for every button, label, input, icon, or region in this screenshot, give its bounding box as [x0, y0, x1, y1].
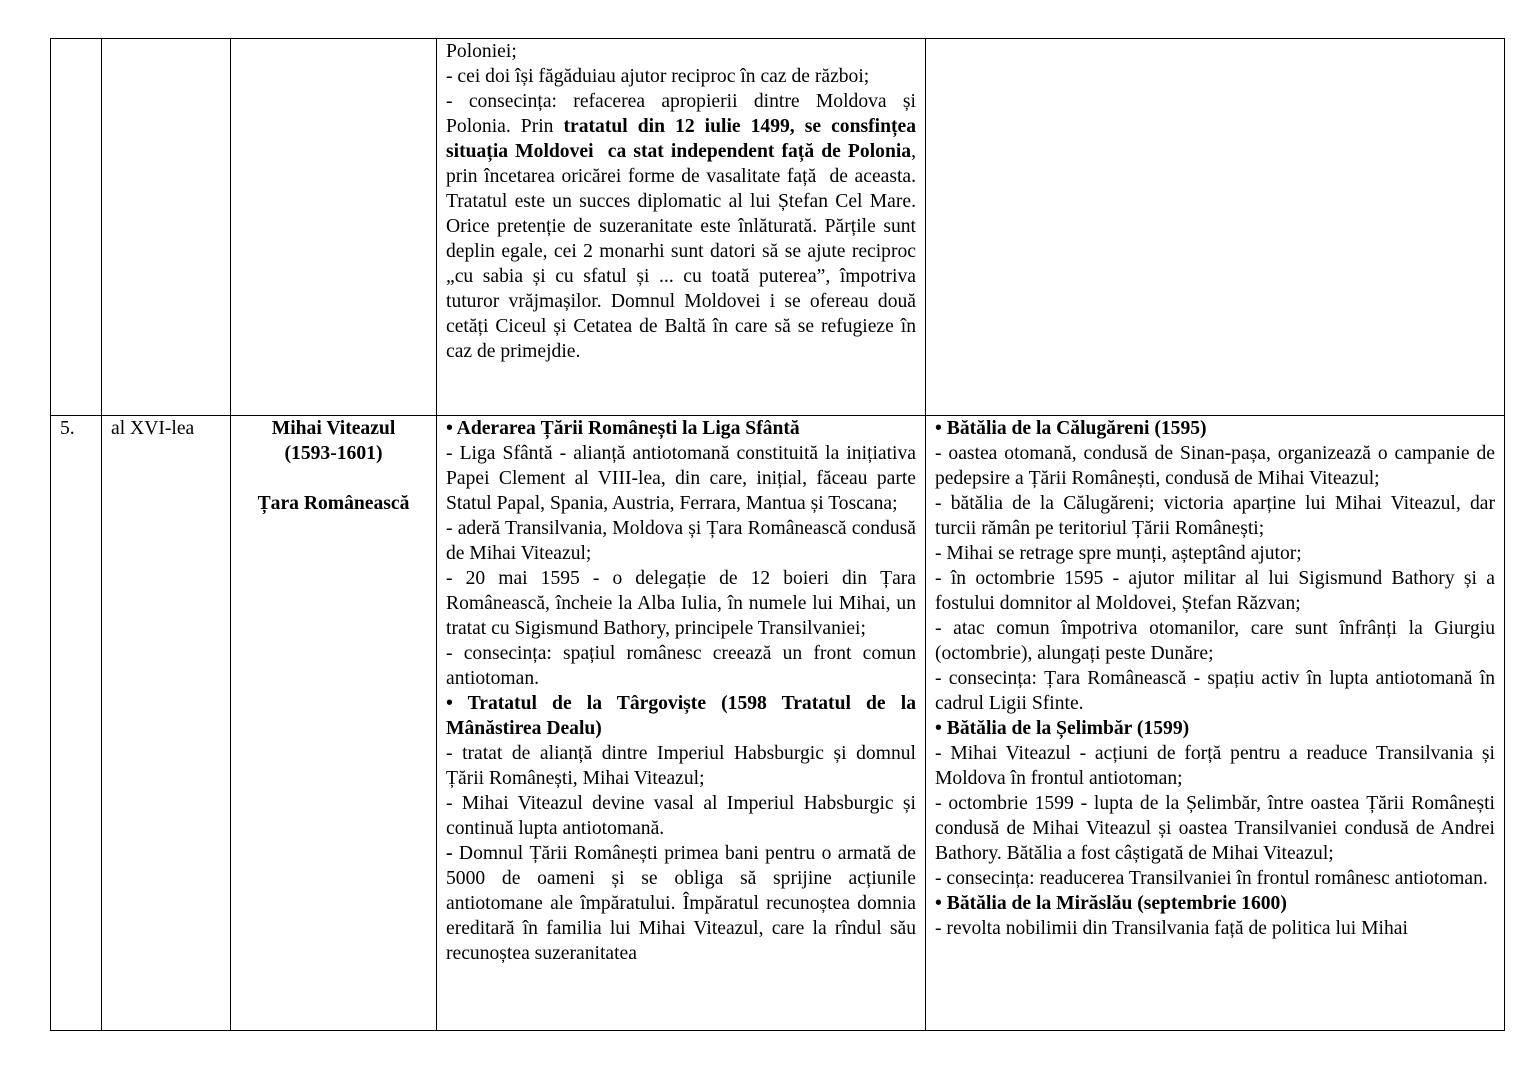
cell-number-continued: [51, 39, 102, 416]
ruler-name: Mihai Viteazul: [271, 418, 396, 439]
cell-battles-continued: [926, 39, 1505, 416]
cell-diplomacy: [437, 416, 926, 1031]
cell-diplomacy-continued: [437, 39, 926, 416]
ruler-years: (1593-1601): [284, 443, 383, 464]
cell-century-continued: [102, 39, 231, 416]
table-row: [51, 39, 1505, 416]
cell-number: [51, 416, 102, 1031]
history-table: [50, 38, 1505, 1031]
diplomacy-text-continued: Poloniei; - cei doi își făgăduiau ajutor reciproc în caz de război; - consecința: refacerea apropierii dintre Moldova și Polonia. Prin tratatul din 12 iulie 1499, se consfințea situația Moldovei ca stat independent față de Polonia, prin încetarea oricărei forme de vasalitate față de aceasta. Tratatul este un succes diplomatic al lui Ștefan Cel Mare. Orice pretenție de suzeranitate este înlăturată. Părțile sunt deplin egale, cei 2 monarhi sunt datori să se ajute reciproc „cu sabia și cu sfatul și ... cu toată puterea”, împotriva tuturor vrăjmașilor. Domnul Moldovei i se ofereau două cetăți Ciceul și Cetatea de Baltă în care să se refugieze în caz de primejdie.: [446, 41, 916, 362]
cell-century: [102, 416, 231, 1031]
century-label: al XVI-lea: [111, 418, 195, 439]
cell-battles: [926, 416, 1505, 1031]
cell-ruler: [231, 416, 437, 1031]
table-row: [51, 416, 1505, 1031]
row-number: 5.: [60, 418, 75, 439]
diplomacy-text: • Aderarea Țării Românești la Liga Sfântă - Liga Sfântă - alianță antiotomană constituită la inițiativa Papei Clement al VIII-lea, din care, inițial, făceau parte Statul Papal, Spania, Austria, Ferrara, Mantua și Toscana; - aderă Transilvania, Moldova și Țara Românească condusă de Mihai Viteazul; - 20 mai 1595 - o delegație de 12 boieri din Țara Românească, încheie la Alba Iulia, în numele lui Mihai, un tratat cu Sigismund Bathory, principele Transilvaniei; - consecința: spațiul românesc creează un front comun antiotoman. • Tratatul de la Târgoviște (1598 Tratatul de la Mânăstirea Dealu) - tratat de alianță dintre Imperiul Habsburgic și domnul Țării Românești, Mihai Viteazul; - Mihai Viteazul devine vasal al Imperiul Habsburgic și continuă lupta antiotomană. - Domnul Țării Românești primea bani pentru o armată de 5000 de oameni și se obliga să sprijine acțiunile antiotomane ale împăratului. Împăratul recunoștea domnia ereditară în familia lui Mihai Viteazul, care la rîndul său recunoștea suzeranitatea: [446, 418, 916, 964]
cell-ruler-continued: [231, 39, 437, 416]
battles-text: • Bătălia de la Călugăreni (1595) - oastea otomană, condusă de Sinan-pașa, organizează o campanie de pedepsire a Țării Românești, condusă de Mihai Viteazul; - bătălia de la Călugăreni; victoria aparține lui Mihai Viteazul, dar turcii rămân pe teritoriul Țării Românești; - Mihai se retrage spre munți, așteptând ajutor; - în octombrie 1595 - ajutor militar al lui Sigismund Bathory și a fostului domnitor al Moldovei, Ștefan Răzvan; - atac comun împotriva otomanilor, care sunt înfrânți la Giurgiu (octombrie), alungați peste Dunăre; - consecința: Țara Românească - spațiu activ în lupta antiotomană în cadrul Ligii Sfinte. • Bătălia de la Șelimbăr (1599) - Mihai Viteazul - acțiuni de forță pentru a readuce Transilvania și Moldova în frontul antiotoman; - octombrie 1599 - lupta de la Șelimbăr, între oastea Țării Românești condusă de Mihai Viteazul și oastea Transilvaniei condusă de Andrei Bathory. Bătălia a fost câștigată de Mihai Viteazul; - consecința: readucerea Transilvaniei în frontul românesc antiotoman. • Bătălia de la Mirăslău (septembrie 1600) - revolta nobilimii din Transilvania față de politica lui Mihai: [935, 418, 1495, 939]
ruler-country: Țara Românească: [257, 493, 410, 514]
